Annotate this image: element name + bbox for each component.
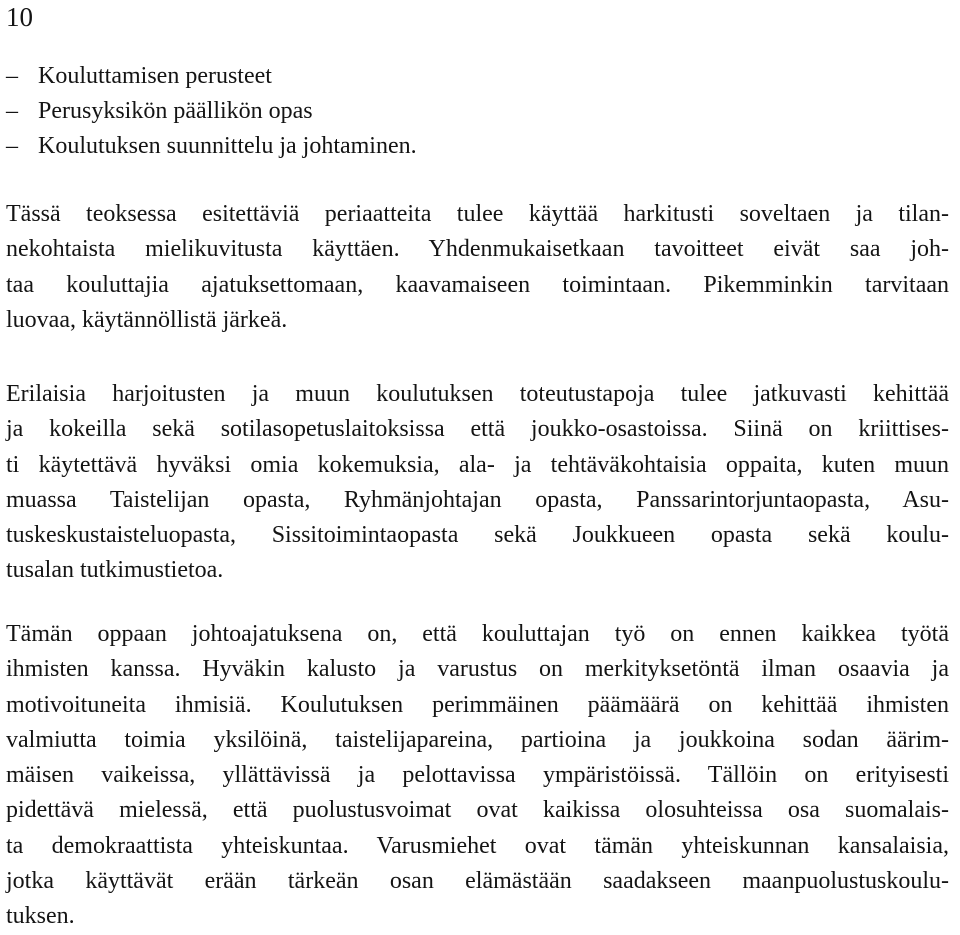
- text-line: tuskeskustaisteluopasta, Sissitoimintaopasta sekä Joukkueen opasta sekä koulu-: [6, 522, 949, 549]
- dash-marker: –: [6, 98, 18, 124]
- text-line: Tässä teoksessa esitettäviä periaatteita tulee käyttää harkitusti soveltaen ja tilan-: [6, 201, 949, 227]
- list-item: [6, 94, 946, 129]
- text-line: Erilaisia harjoitusten ja muun koulutuksen toteutustapoja tulee jatkuvasti kehittää: [6, 381, 949, 407]
- dash-marker: –: [6, 63, 18, 89]
- text-line: ta demokraattista yhteiskuntaa. Varusmiehet ovat tämän yhteiskunnan kansalaisia,: [6, 832, 949, 859]
- text-line: mäisen vaikeissa, yllättävissä ja pelottavissa ympäristöissä. Tällöin on erityisesti: [6, 762, 949, 789]
- page-number: 10: [6, 2, 33, 32]
- text-line: ja kokeilla sekä sotilasopetuslaitoksissa että joukko-osastoissa. Siinä on kriittises-: [6, 416, 949, 443]
- text-line: jotka käyttävät erään tärkeän osan elämästään saadakseen maanpuolustuskoulu-: [6, 868, 949, 895]
- dash-marker: –: [6, 133, 18, 159]
- text-line: pidettävä mielessä, että puolustusvoimat ovat kaikissa olosuhteissa osa suomalais-: [6, 797, 949, 824]
- text-line: nekohtaista mielikuvitusta käyttäen. Yhdenmukaisetkaan tavoitteet eivät saa joh-: [6, 236, 949, 263]
- reference-list: [6, 59, 946, 164]
- text-line: tuksen.: [6, 903, 75, 930]
- text-line: motivoituneita ihmisiä. Koulutuksen perimmäinen päämäärä on kehittää ihmisten: [6, 691, 949, 718]
- list-item: [6, 59, 946, 94]
- paragraph-3: [6, 617, 949, 935]
- text-line: valmiutta toimia yksilöinä, taistelijapareina, partioina ja joukkoina sodan äärim-: [6, 726, 949, 753]
- text-line: ihmisten kanssa. Hyväkin kalusto ja varustus on merkityksetöntä ilman osaavia ja: [6, 656, 949, 683]
- list-item-text: Perusyksikön päällikön opas: [38, 98, 313, 124]
- list-item: [6, 129, 946, 164]
- paragraph-2: [6, 377, 949, 589]
- text-line: taa kouluttajia ajatuksettomaan, kaavamaiseen toimintaan. Pikemminkin tarvitaan: [6, 271, 949, 298]
- text-line: tusalan tutkimustietoa.: [6, 557, 224, 584]
- paragraph-1: [6, 197, 949, 338]
- text-line: luovaa, käytännöllistä järkeä.: [6, 306, 288, 333]
- text-line: Tämän oppaan johtoajatuksena on, että kouluttajan työ on ennen kaikkea työtä: [6, 621, 949, 647]
- list-item-text: Kouluttamisen perusteet: [38, 63, 272, 89]
- text-line: muassa Taistelijan opasta, Ryhmänjohtajan opasta, Panssarintorjuntaopasta, Asu-: [6, 486, 949, 513]
- text-line: ti käytettävä hyväksi omia kokemuksia, ala- ja tehtäväkohtaisia oppaita, kuten muun: [6, 451, 949, 478]
- list-item-text: Koulutuksen suunnittelu ja johtaminen.: [38, 133, 417, 159]
